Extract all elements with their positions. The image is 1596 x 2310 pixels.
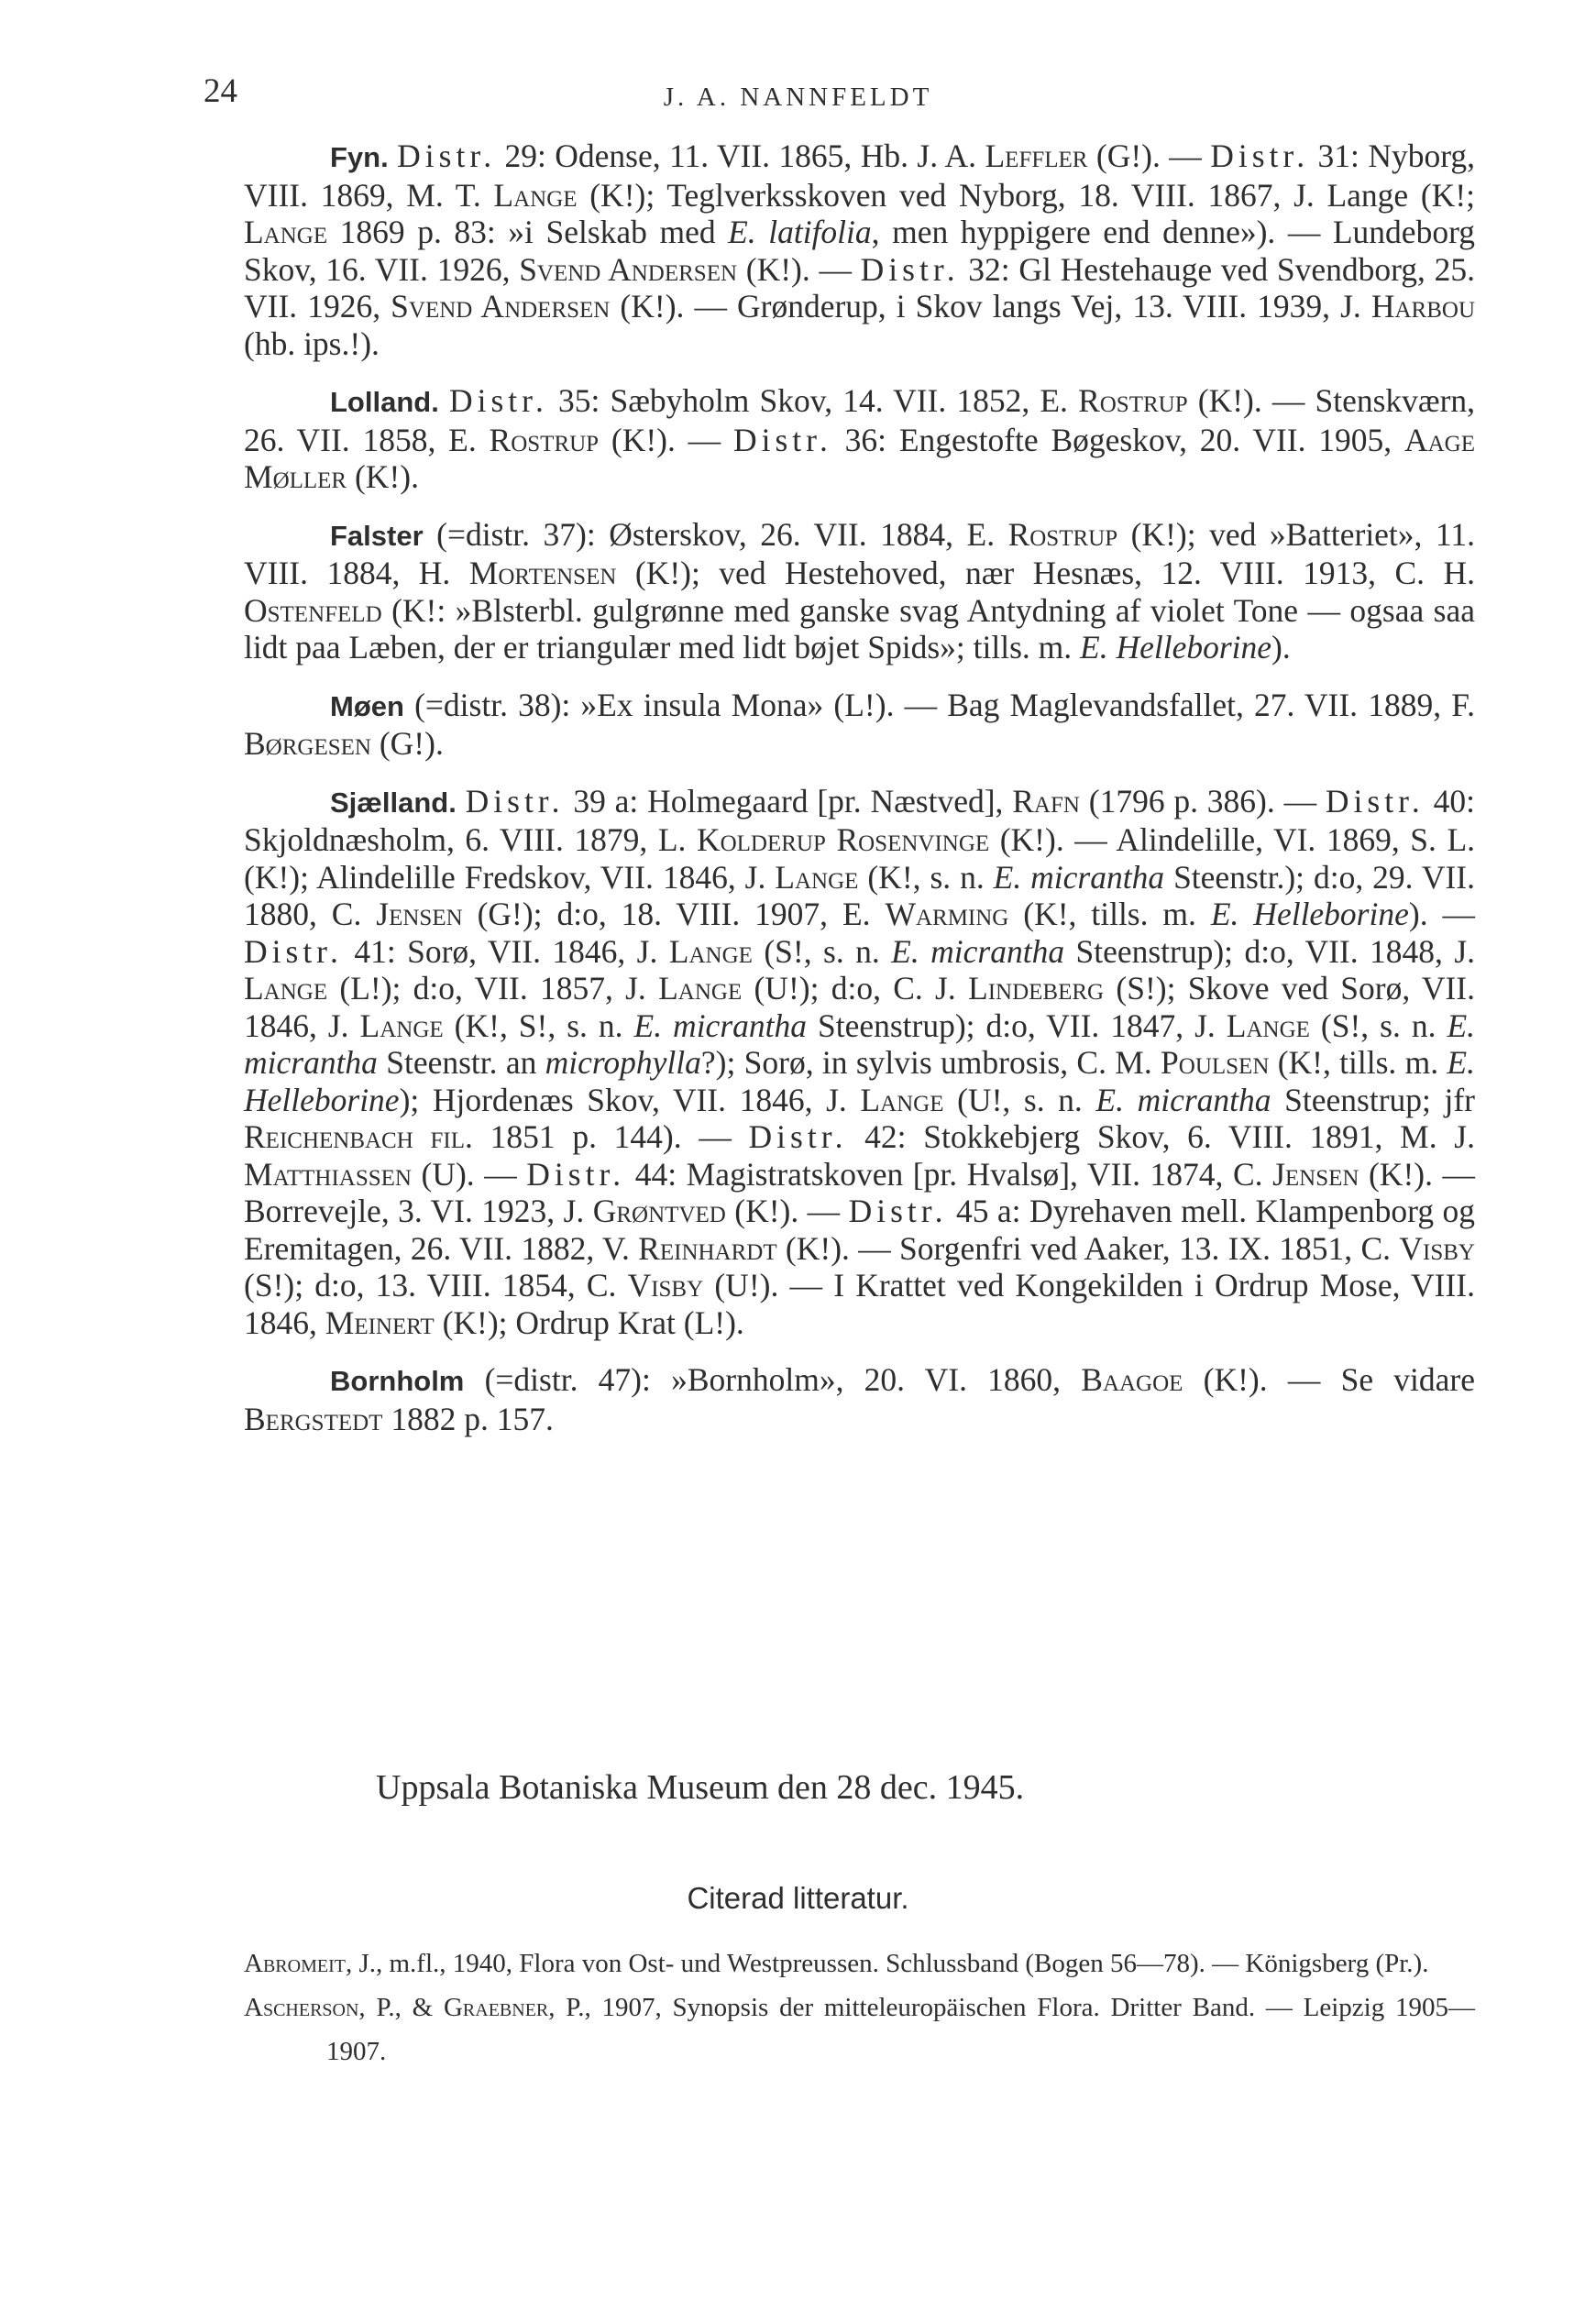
text-segment: Rostrup (1078, 382, 1188, 419)
text-segment: Rafn (1012, 782, 1080, 820)
reference-author: Ascherson, P., & Graebner, P. (244, 1993, 585, 2022)
text-segment: (K!). — Se vidare (1183, 1361, 1475, 1398)
text-segment: E. Helleborine (1210, 896, 1409, 932)
signature-line: Uppsala Botaniska Museum den 28 dec. 1945. (376, 1768, 1025, 1807)
text-segment: Rostrup (489, 421, 600, 458)
paragraph (244, 783, 1475, 1342)
text-segment: (K!); Teglverksskoven ved Nyborg, 18. VIII. 1867, J. Lange (K!; (577, 176, 1476, 214)
text-segment: (L!); d:o, VII. 1857, J. (327, 970, 659, 1006)
paragraph (244, 382, 1475, 496)
text-segment: (S!, s. n. (752, 932, 892, 970)
text-segment: E. micrantha (1095, 1081, 1271, 1118)
paragraph (244, 687, 1475, 763)
text-segment: Matthiassen (244, 1155, 412, 1193)
text-segment: Distr. (244, 932, 343, 970)
text-segment: E. micrantha (244, 1006, 1476, 1081)
region-name: Falster (330, 519, 424, 552)
text-segment: Distr. (448, 382, 548, 419)
text-segment: 41: Sorø, VII. 1846, J. (342, 932, 669, 970)
text-segment: 29: Odense, 11. VII. 1865, Hb. J. A. (496, 138, 985, 174)
paragraph (244, 516, 1475, 666)
text-segment: Visby (1399, 1229, 1475, 1267)
text-segment: Lange (244, 214, 328, 250)
text-segment: (K!). (347, 458, 419, 495)
text-segment: Lange (359, 1006, 444, 1044)
literature-heading: Citerad litteratur. (687, 1881, 909, 1915)
text-segment: (K!); ved Hestehoved, nær Hesnæs, 12. VIII. 1913, C. H. (616, 555, 1475, 591)
text-segment: (K!, s. n. (858, 858, 994, 896)
region-name: Sjælland. (330, 786, 457, 819)
reference-text: , 1907, Synopsis der mitteleuropäischen Flora. Dritter Band. — Leipzig 1905—1907. (326, 1993, 1476, 2066)
text-segment: Distr. (397, 138, 497, 174)
text-segment: E. micrantha (891, 932, 1065, 970)
text-segment: 35: Sæbyholm Skov, 14. VII. 1852, E. (547, 382, 1079, 419)
text-segment: (K!). — Sorgenfri ved Aaker, 13. IX. 1851, C. (776, 1229, 1400, 1267)
region-name: Bornholm (330, 1365, 465, 1397)
text-segment: Distr. (1325, 782, 1425, 820)
text-segment: (S!, s. n. (1309, 1006, 1447, 1044)
text-segment: Aage Møller (244, 421, 1475, 495)
text-segment: Leffler (985, 138, 1088, 174)
text-segment: (K!, tills. m. (1008, 896, 1211, 932)
text-segment: (G!). — (1087, 138, 1211, 174)
text-segment (457, 783, 466, 820)
text-segment: Lange (244, 970, 328, 1006)
literature-list (244, 1942, 1475, 2074)
text-segment: 44: Magistratskoven [pr. Hvalsø], VII. 1874, C. (625, 1155, 1273, 1193)
text-segment: (K!, S!, s. n. (443, 1006, 634, 1044)
text-segment: Lange (860, 1081, 944, 1118)
text-segment: Distr. (848, 1193, 948, 1229)
region-name: Lolland. (330, 386, 439, 418)
text-segment: E. Helleborine (1080, 629, 1272, 666)
text-segment: (K!); Ordrup Krat (L!). (434, 1304, 744, 1341)
text-segment: Baagoe (1081, 1361, 1183, 1398)
text-segment (439, 382, 449, 419)
text-segment: ). — (1408, 896, 1475, 932)
text-segment: E. micrantha (633, 1006, 807, 1044)
text-segment: 32: Gl Hestehauge ved Svendborg, 25. VII. 1926, (244, 250, 1476, 324)
text-segment: Distr. (1210, 138, 1310, 174)
text-segment: (K!); ved »Batteriet», 11. VIII. 1884, H. (244, 515, 1475, 591)
text-segment: (=distr. 37): Østerskov, 26. VII. 1884, E. (423, 515, 1008, 553)
region-name: Fyn. (330, 141, 389, 173)
text-segment: Visby (627, 1267, 704, 1304)
text-segment: (G!). (370, 725, 444, 762)
paragraph (244, 138, 1475, 362)
text-segment: Harbou (1370, 288, 1476, 324)
text-segment: 40: Skjoldnæsholm, 6. VIII. 1879, L. (244, 782, 1475, 858)
text-segment: Svend Andersen (519, 250, 738, 288)
body-text (244, 138, 1475, 1458)
text-segment: 42: Stokkebjerg Skov, 6. VIII. 1891, M. J. (847, 1118, 1475, 1155)
text-segment: Kolderup Rosenvinge (696, 821, 990, 858)
text-segment: Distr. (465, 782, 565, 820)
text-segment: Grøntved (592, 1193, 726, 1229)
text-segment: Distr. (526, 1155, 626, 1193)
text-segment: Reichenbach fil. (244, 1118, 473, 1155)
text-segment: Lange (775, 858, 859, 896)
text-segment: Steenstr.); d:o, 29. VII. 1880, C. (244, 858, 1475, 932)
text-segment: , men hyppigere end denne»). — Lundeborg Skov, 16. VII. 1926, (244, 214, 1475, 288)
text-segment: (=distr. 38): »Ex insula Mona» (L!). — Bag Maglevandsfallet, 27. VII. 1889, F. (403, 686, 1475, 723)
text-segment: Børgesen (244, 725, 371, 762)
text-segment: Steenstrup); d:o, VII. 1847, J. (807, 1006, 1227, 1044)
text-segment: 31: Nyborg, VIII. 1869, M. T. (244, 138, 1476, 214)
text-segment (389, 138, 397, 174)
text-segment: Lindeberg (968, 970, 1105, 1006)
text-segment: Jensen (376, 896, 463, 932)
text-segment: ?); Sorø, in sylvis umbrosis, C. M. (700, 1044, 1161, 1081)
region-name: Møen (330, 689, 404, 722)
text-segment: 36: Engestofte Bøgeskov, 20. VII. 1905, (831, 421, 1404, 458)
text-segment: microphylla (545, 1044, 701, 1081)
text-segment: (K!: »Blsterbl. gulgrønne med ganske svag Antydning af violet Tone — ogsaa saa lidt paa Læben, der er triangulær med lidt bøjet Spids»; tills. m. (244, 591, 1475, 666)
text-segment: (K!). — (725, 1193, 849, 1229)
text-segment: 1882 p. 157. (382, 1400, 554, 1437)
text-segment: (S!); d:o, 13. VIII. 1854, C. (244, 1267, 628, 1304)
reference-author: Abromeit, J. (244, 1949, 376, 1978)
reference-text: , m.fl., 1940, Flora von Ost- und Westpreussen. Schlussband (Bogen 56—78). — Königsberg (Pr.). (375, 1949, 1429, 1978)
text-segment: (K!). — (737, 250, 861, 288)
text-segment: (K!). — (599, 421, 733, 458)
text-segment: E. Helleborine (244, 1044, 1475, 1118)
text-segment: (hb. ips.!). (244, 324, 380, 362)
text-segment: Steenstrup; jfr (1271, 1081, 1475, 1118)
text-segment: (U!). — I Krattet ved Kongekilden i Ordrup Mose, VIII. 1846, (244, 1267, 1476, 1341)
text-segment: Distr. (748, 1118, 848, 1155)
text-segment: Steenstrup); d:o, VII. 1848, J. (1064, 932, 1476, 970)
text-segment: 1851 p. 144). — (472, 1118, 749, 1155)
text-segment: (K!). — Borrevejle, 3. VI. 1923, J. (244, 1155, 1476, 1229)
text-segment: Distr. (860, 250, 960, 288)
text-segment: Svend Andersen (391, 288, 611, 324)
text-segment: Meinert (325, 1304, 435, 1341)
running-head: J. A. NANNFELDT (663, 82, 933, 112)
text-segment: Ostenfeld (244, 591, 382, 629)
text-segment: Lange (668, 932, 753, 970)
text-segment: 39 a: Holmegaard [pr. Næstved], (564, 782, 1013, 820)
text-segment: 45 a: Dyrehaven mell. Klampenborg og Eremitagen, 26. VII. 1882, V. (244, 1193, 1475, 1267)
text-segment: 1869 p. 83: »i Selskab med (327, 214, 729, 250)
text-segment: (U!, s. n. (943, 1081, 1096, 1118)
page-number: 24 (204, 72, 237, 110)
reference-entry (244, 1986, 1475, 2074)
text-segment: E. micrantha (993, 858, 1165, 896)
text-segment: Warming (885, 896, 1009, 932)
text-segment: (K!). — Stenskværn, 26. VII. 1858, E. (244, 382, 1476, 458)
text-segment: Bergstedt (244, 1400, 383, 1437)
reference-entry (244, 1942, 1475, 1986)
text-segment: Lange (658, 970, 743, 1006)
text-segment: Rostrup (1007, 515, 1118, 553)
text-segment: ). (1271, 629, 1291, 666)
text-segment: Mortensen (468, 555, 617, 591)
text-segment: Lange (493, 176, 578, 214)
text-segment: Poulsen (1161, 1044, 1270, 1081)
text-segment: Reinhardt (638, 1229, 777, 1267)
text-segment: Distr. (732, 421, 832, 458)
text-segment: Steenstr. an (377, 1044, 545, 1081)
text-segment: (S!); Skove ved Sorø, VII. 1846, J. (244, 970, 1475, 1044)
paragraph (244, 1361, 1475, 1437)
text-segment: (K!, tills. m. (1269, 1044, 1447, 1081)
text-segment: (G!); d:o, 18. VIII. 1907, E. (462, 896, 886, 932)
text-segment: Lange (1226, 1006, 1310, 1044)
text-segment: ); Hjordenæs Skov, VII. 1846, J. (399, 1081, 861, 1118)
text-segment: (U!); d:o, C. J. (742, 970, 969, 1006)
text-segment: Jensen (1272, 1155, 1359, 1193)
text-segment: (K!). — Grønderup, i Skov langs Vej, 13. VIII. 1939, J. (610, 288, 1371, 324)
text-segment: (=distr. 47): »Bornholm», 20. VI. 1860, (464, 1361, 1082, 1398)
text-segment: (U). — (411, 1155, 527, 1193)
text-segment: (1796 p. 386). — (1079, 782, 1326, 820)
text-segment: E. latifolia (728, 214, 872, 250)
text-segment: (K!). — Alindelille, VI. 1869, S. L. (K!); Alindelille Fredskov, VII. 1846, J. (244, 821, 1476, 896)
